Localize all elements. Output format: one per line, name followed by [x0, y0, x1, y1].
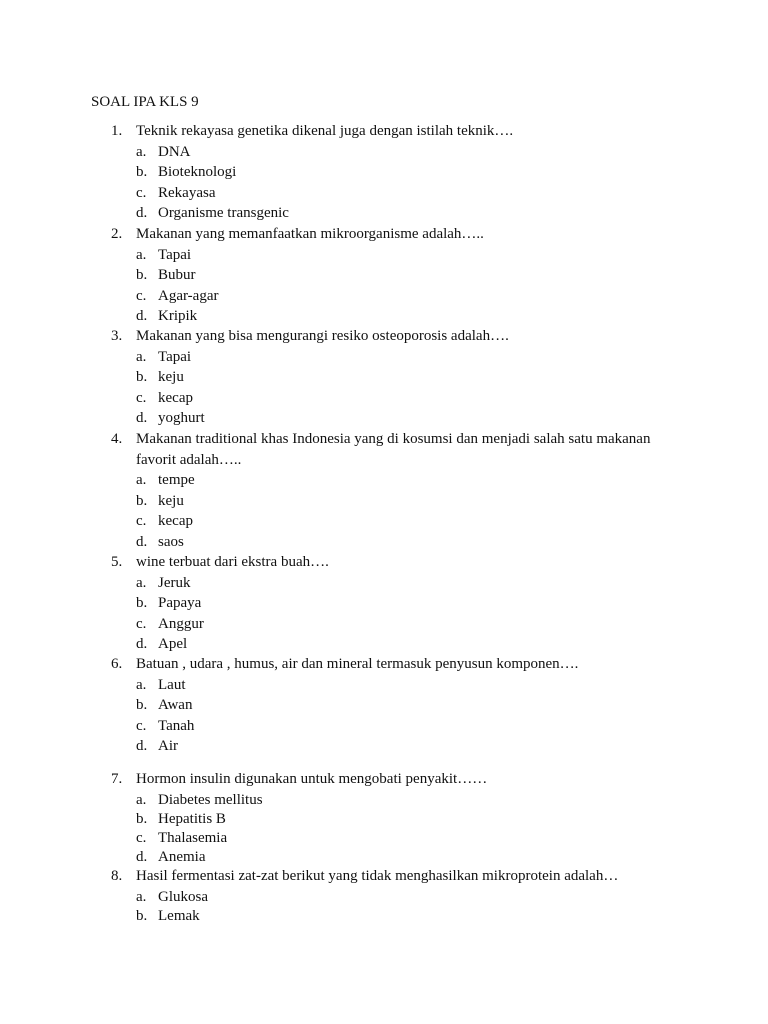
option-text: Papaya: [158, 595, 202, 611]
option-letter: c.: [136, 829, 147, 846]
option-text: Tapai: [158, 246, 192, 263]
option-text: tempe: [158, 472, 195, 488]
option-letter: d.: [136, 410, 148, 426]
question-text: Hasil fermentasi zat-zat berikut yang tidak menghasilkan mikroprotein adalah…: [136, 868, 619, 884]
question-number: 2.: [111, 226, 123, 242]
option-letter: d.: [136, 205, 148, 221]
option-text: Rekayasa: [158, 184, 216, 201]
option-letter: c.: [136, 287, 147, 304]
question-text: wine terbuat dari ekstra buah….: [136, 554, 329, 570]
option-text: Anemia: [158, 849, 206, 866]
question-number: 1.: [111, 123, 123, 139]
option-letter: b.: [136, 369, 148, 385]
question-number: 8.: [111, 868, 123, 884]
option-text: Tapai: [158, 348, 192, 365]
option-letter: a.: [136, 143, 147, 160]
option-text: Kripik: [158, 308, 198, 324]
option-letter: a.: [136, 676, 147, 693]
option-letter: d.: [136, 849, 148, 866]
option-text: kecap: [158, 513, 193, 529]
option-text: Agar-agar: [158, 287, 219, 304]
option-letter: b.: [136, 267, 148, 283]
option-text: keju: [158, 369, 184, 385]
option-letter: b.: [136, 810, 148, 827]
option-letter: a.: [136, 888, 147, 905]
option-text: Tanah: [158, 717, 195, 734]
option-letter: d.: [136, 738, 148, 754]
option-letter: d.: [136, 308, 148, 324]
question-number: 6.: [111, 656, 123, 672]
question-number: 4.: [111, 431, 123, 447]
option-letter: d.: [136, 636, 148, 652]
option-text: Apel: [158, 636, 188, 652]
question-text: Batuan , udara , humus, air dan mineral termasuk penyusun komponen….: [136, 656, 579, 672]
option-letter: c.: [136, 184, 147, 201]
question-text: Makanan yang memanfaatkan mikroorganisme adalah…..: [136, 226, 484, 242]
question-number: 3.: [111, 328, 123, 344]
option-letter: b.: [136, 492, 148, 509]
option-letter: b.: [136, 164, 148, 180]
option-text: Glukosa: [158, 888, 208, 905]
option-text: Jeruk: [158, 574, 191, 591]
option-text: Thalasemia: [158, 829, 228, 846]
option-text: keju: [158, 492, 184, 509]
question-number: 5.: [111, 554, 123, 570]
option-letter: c.: [136, 389, 147, 406]
option-text: Hepatitis B: [158, 810, 226, 827]
document-title: SOAL IPA KLS 9: [91, 94, 199, 110]
option-text: kecap: [158, 389, 193, 406]
option-text: DNA: [158, 143, 191, 160]
option-text: saos: [158, 533, 184, 550]
question-text: Hormon insulin digunakan untuk mengobati penyakit……: [136, 771, 488, 787]
option-letter: a.: [136, 472, 147, 488]
question-text: favorit adalah…..: [136, 451, 242, 468]
option-text: Anggur: [158, 615, 204, 632]
question-text: Makanan yang bisa mengurangi resiko osteoporosis adalah….: [136, 328, 509, 344]
option-letter: a.: [136, 791, 147, 808]
option-letter: c.: [136, 615, 147, 632]
option-letter: b.: [136, 595, 148, 611]
option-text: Bubur: [158, 267, 196, 283]
option-letter: c.: [136, 717, 147, 734]
option-text: Bioteknologi: [158, 164, 237, 180]
option-text: Organisme transgenic: [158, 205, 289, 221]
option-letter: b.: [136, 907, 148, 924]
option-text: yoghurt: [158, 410, 205, 426]
option-text: Laut: [158, 676, 186, 693]
option-letter: a.: [136, 348, 147, 365]
question-number: 7.: [111, 771, 123, 787]
option-text: Diabetes mellitus: [158, 791, 263, 808]
option-text: Lemak: [158, 907, 200, 924]
option-letter: a.: [136, 574, 147, 591]
option-letter: d.: [136, 533, 148, 550]
question-text: Makanan traditional khas Indonesia yang di kosumsi dan menjadi salah satu makanan: [136, 431, 651, 447]
option-text: Awan: [158, 697, 193, 713]
option-text: Air: [158, 738, 178, 754]
question-text: Teknik rekayasa genetika dikenal juga dengan istilah teknik….: [136, 123, 514, 139]
option-letter: b.: [136, 697, 148, 713]
option-letter: c.: [136, 513, 147, 529]
option-letter: a.: [136, 246, 147, 263]
